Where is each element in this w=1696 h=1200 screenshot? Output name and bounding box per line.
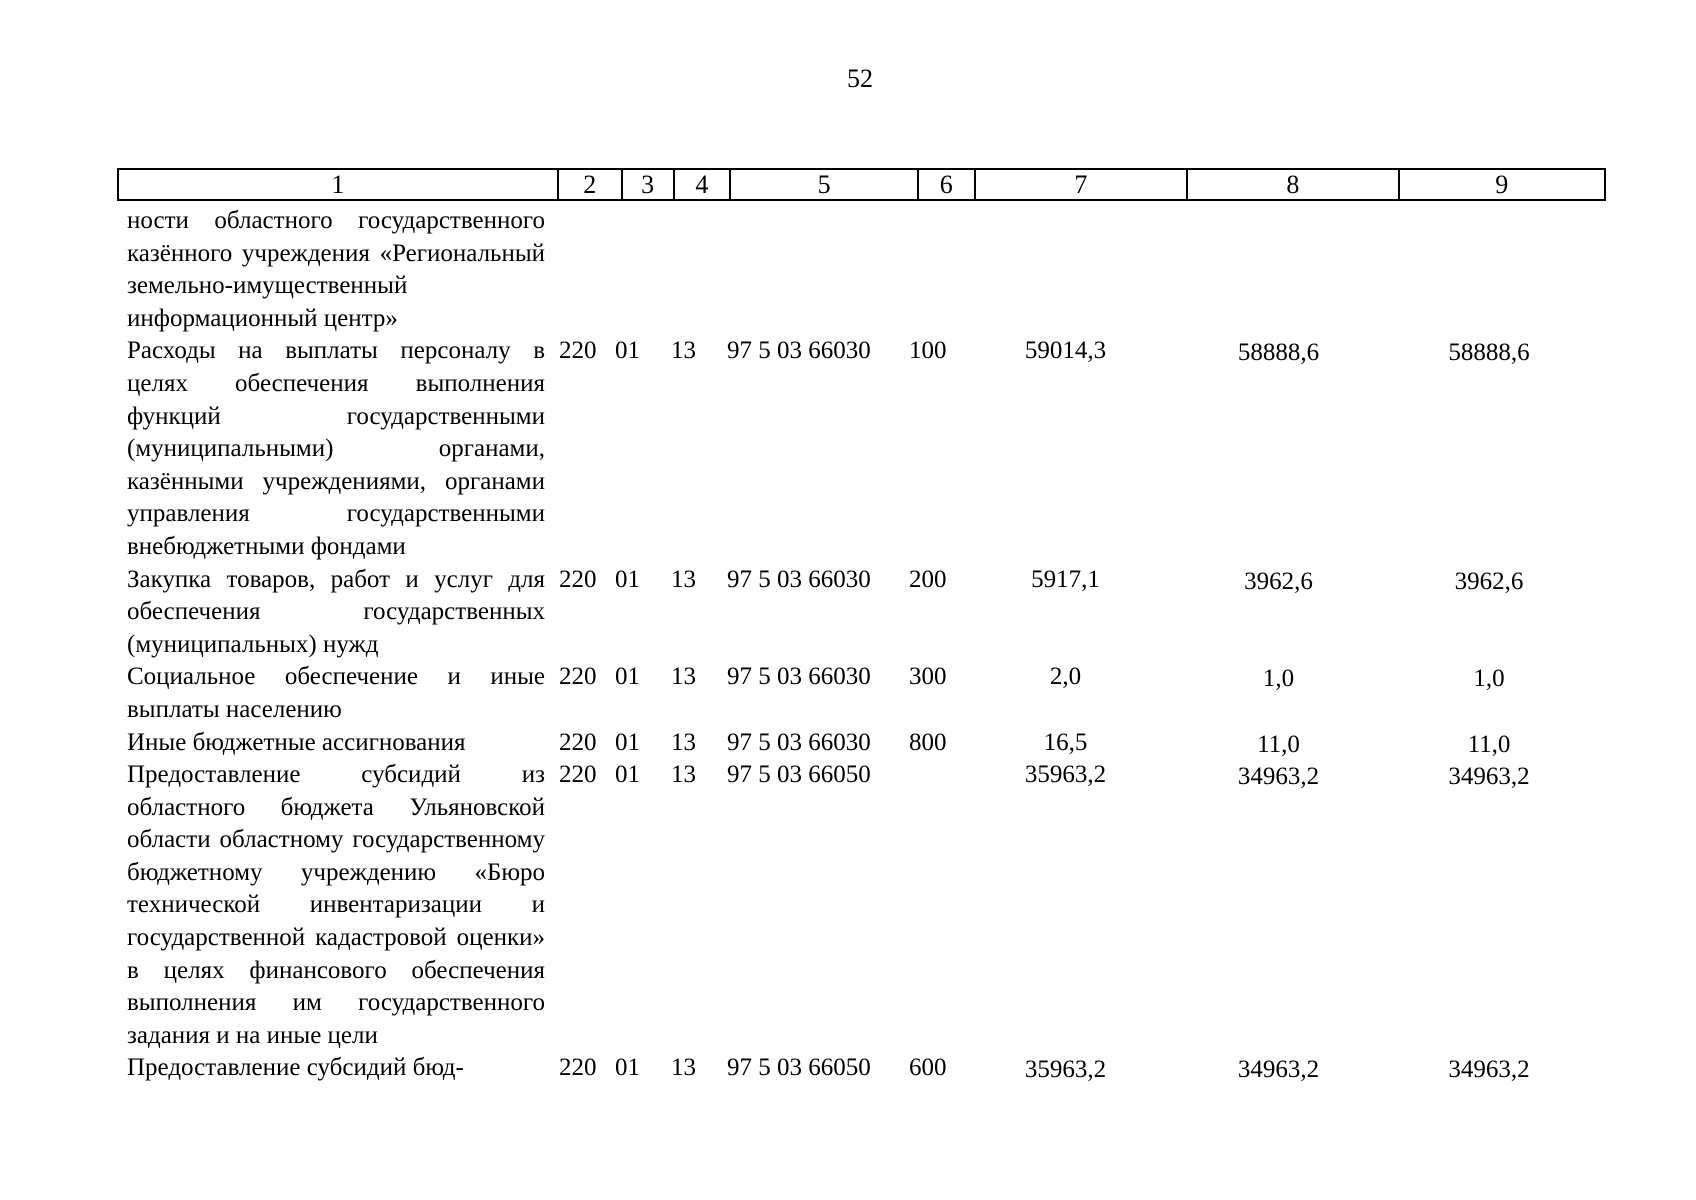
table-row [117,335,1606,563]
row-col-2: 220 [559,565,597,593]
table-header-row [117,168,1606,201]
table-body [117,205,1606,1085]
row-col-8: 34963,2 [1237,1056,1320,1084]
row-col-7: 35963,2 [1024,1056,1107,1084]
row-col-2: 220 [559,1054,597,1082]
row-col-4: 13 [671,565,696,593]
row-col-6 [903,759,959,1052]
row-col-6: 600 [909,1054,947,1082]
row-col-3: 01 [615,1054,640,1082]
row-col-6: 800 [909,728,947,756]
row-col-2: 220 [559,728,597,756]
row-col-9: 34963,2 [1448,1056,1530,1084]
row-col-8: 1,0 [1262,665,1295,693]
header-col-3: 3 [623,170,675,199]
row-col-5: 97 5 03 66030 [727,337,871,365]
row-col-9: 58888,6 [1448,339,1530,367]
row-description: Закупка товаров, работ и услуг для обеспечения государственных (муниципальных) нужд [127,565,545,658]
row-col-9: 11,0 [1467,730,1511,758]
header-col-5: 5 [731,170,919,199]
row-col-8: 11,0 [1257,730,1300,758]
row-col-3: 01 [615,565,640,593]
row-col-5 [717,205,903,335]
row-col-3: 01 [615,337,640,365]
table-row [117,661,1606,726]
header-col-6: 6 [919,170,976,199]
table-row [117,1052,1606,1085]
row-col-3: 01 [615,761,640,789]
row-col-3: 01 [615,728,640,756]
table-row [117,564,1606,662]
row-description: ности областного государственного казённого учреждения «Региональный земельно-имущественный информационный центр» [127,207,545,332]
row-col-5: 97 5 03 66050 [727,761,871,789]
row-col-7: 16,5 [1043,728,1088,756]
row-col-7: 59014,3 [1024,337,1107,365]
row-col-4: 13 [671,1054,696,1082]
row-col-5: 97 5 03 66030 [727,728,871,756]
row-col-2: 220 [559,337,597,365]
row-col-9 [1385,205,1593,335]
row-col-7 [959,205,1172,335]
row-col-2: 220 [559,761,597,789]
row-col-5: 97 5 03 66030 [727,565,871,593]
row-col-6: 300 [909,663,947,691]
row-col-7: 35963,2 [1024,761,1107,789]
row-col-7: 5917,1 [1031,565,1100,593]
page-number: 52 [847,64,873,93]
row-description: Расходы на выплаты персоналу в целях обеспечения выполнения функций государственными (муниципальными) органами, казёнными учреждениями, органами управления государственными внебюджетными фондами [127,337,545,560]
header-col-9: 9 [1495,169,1509,199]
row-col-7: 2,0 [1049,663,1082,691]
row-col-6: 200 [909,565,947,593]
row-description: Предоставление субсидий бюд- [127,1054,464,1082]
row-col-8 [1172,205,1385,335]
header-col-7: 7 [976,170,1188,199]
row-col-8: 3962,6 [1244,567,1313,595]
table-row [117,727,1606,760]
row-col-6: 100 [909,337,947,365]
row-col-4: 13 [671,663,696,691]
header-col-8: 8 [1188,170,1399,199]
row-col-4: 13 [671,337,696,365]
row-col-3: 01 [615,663,640,691]
row-col-6 [903,205,959,335]
row-col-5: 97 5 03 66050 [727,1054,871,1082]
row-col-9: 3962,6 [1454,567,1524,595]
row-col-9: 1,0 [1473,665,1505,693]
row-description: Предоставление субсидий из областного бюджета Ульяновской области областному государственному бюджетному учреждению «Бюро технической инвентаризации и государственной кадастровой оценки» в целях финансового обеспечения выполнения им государственного задания и на иные цели [127,761,545,1049]
row-col-8: 58888,6 [1237,339,1320,367]
row-col-4: 13 [671,761,696,789]
row-description: Иные бюджетные ассигнования [127,728,466,756]
row-col-9: 34963,2 [1448,763,1530,791]
header-col-4: 4 [675,170,732,199]
row-col-8: 34963,2 [1237,763,1320,791]
row-col-4: 13 [671,728,696,756]
row-description: Социальное обеспечение и иные выплаты населению [127,663,545,723]
row-col-3 [605,205,661,335]
table-row [117,205,1606,335]
row-col-4 [661,205,717,335]
row-col-2 [545,205,605,335]
table-row [117,759,1606,1052]
row-col-5: 97 5 03 66030 [727,663,871,691]
header-col-2: 2 [559,170,623,199]
row-col-2: 220 [559,663,597,691]
header-col-1: 1 [119,170,559,199]
